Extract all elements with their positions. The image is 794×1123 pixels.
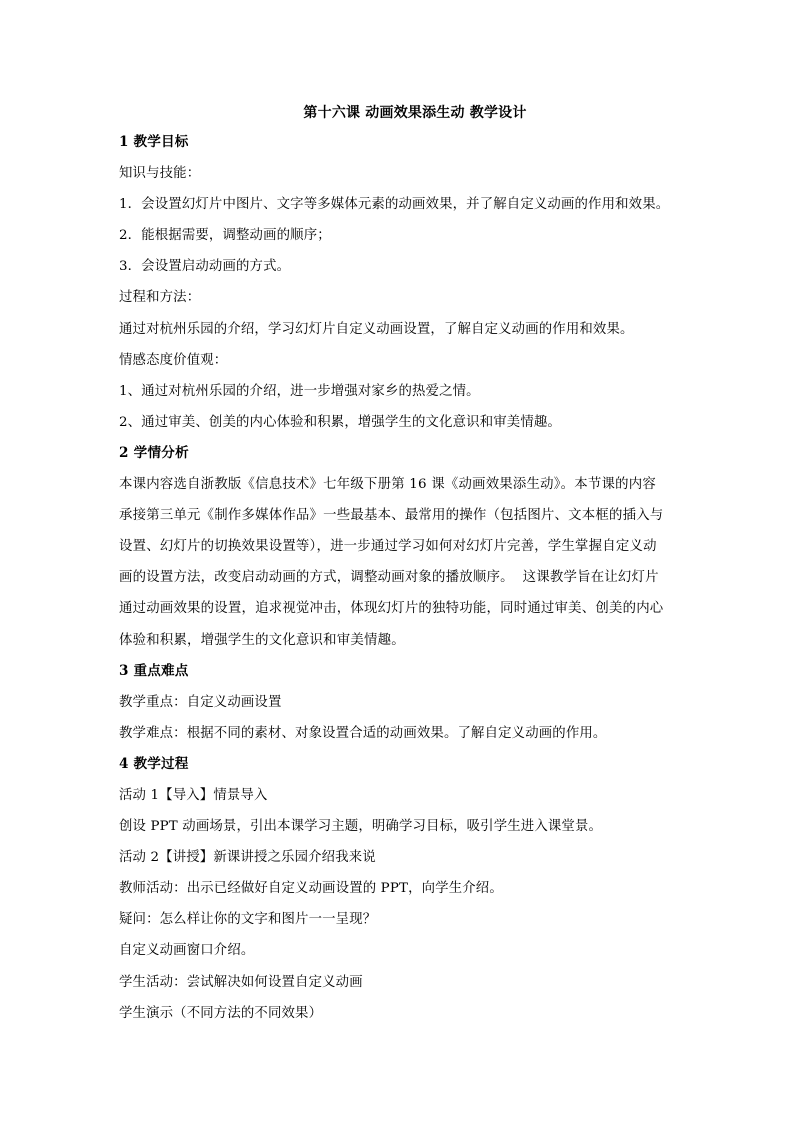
section-heading: 1 教学目标 bbox=[119, 134, 189, 150]
text-line: 学生活动：尝试解决如何设置自定义动画 bbox=[119, 974, 363, 990]
text-line: 疑问：怎么样让你的文字和图片一一呈现？ bbox=[119, 912, 377, 928]
section-teaching-process bbox=[119, 749, 699, 1029]
section-heading: 3 重点难点 bbox=[119, 662, 189, 679]
text-line: 通过动画效果的设置，追求视觉冲击，体现幻灯片的独特功能，同时通过审美、创美的内心 bbox=[119, 601, 664, 617]
text-line: 情感态度价值观： bbox=[119, 352, 228, 368]
section-heading: 2 学情分析 bbox=[119, 444, 189, 461]
text-line: 2、通过审美、创美的内心体验和积累，增强学生的文化意识和审美情趣。 bbox=[119, 414, 561, 430]
document-title: 第十六课 动画效果添生动 教学设计 bbox=[303, 105, 527, 121]
text-line: 本课内容选自浙教版《信息技术》七年级下册第 16 课《动画效果添生动》。本节课的内容 bbox=[119, 477, 656, 493]
section-objectives bbox=[119, 127, 699, 438]
text-line: 3．会设置启动动画的方式。 bbox=[119, 259, 291, 275]
text-line: 通过对杭州乐园的介绍，学习幻灯片自定义动画设置，了解自定义动画的作用和效果。 bbox=[119, 321, 634, 337]
text-line: 教学重点：自定义动画设置 bbox=[119, 694, 282, 710]
section-heading: 4 教学过程 bbox=[119, 755, 189, 772]
document-body bbox=[119, 101, 699, 1029]
text-line: 1、通过对杭州乐园的介绍，进一步增强对家乡的热爱之情。 bbox=[119, 383, 480, 399]
text-line: 画的设置方法，改变启动动画的方式，调整动画对象的播放顺序。 这课教学旨在让幻灯片 bbox=[119, 570, 659, 586]
text-line: 创设 PPT 动画场景，引出本课学习主题，明确学习目标，吸引学生进入课堂景。 bbox=[119, 819, 603, 835]
text-line: 知识与技能： bbox=[119, 166, 201, 182]
text-line: 活动 2【讲授】新课讲授之乐园介绍我来说 bbox=[119, 850, 376, 866]
text-line: 设置、幻灯片的切换效果设置等），进一步通过学习如何对幻灯片完善，学生掌握自定义动 bbox=[119, 539, 657, 555]
text-line: 1．会设置幻灯片中图片、文字等多媒体元素的动画效果，并了解自定义动画的作用和效果。 bbox=[119, 197, 670, 213]
text-line: 学生演示（不同方法的不同效果） bbox=[119, 1005, 323, 1021]
text-line: 体验和积累，增强学生的文化意识和审美情趣。 bbox=[119, 632, 405, 648]
text-line: 活动 1【导入】情景导入 bbox=[119, 787, 268, 803]
section-learner-analysis bbox=[119, 438, 699, 656]
text-line: 教师活动：出示已经做好自定义动画设置的 PPT，向学生介绍。 bbox=[119, 881, 503, 897]
text-line: 承接第三单元《制作多媒体作品》一些最基本、最常用的操作（包括图片、文本框的插入与 bbox=[119, 508, 664, 524]
text-line: 2．能根据需要，调整动画的顺序； bbox=[119, 228, 331, 244]
text-line: 教学难点：根据不同的素材、对象设置合适的动画效果。了解自定义动画的作用。 bbox=[119, 725, 607, 741]
section-key-points bbox=[119, 656, 699, 749]
text-line: 自定义动画窗口介绍。 bbox=[119, 943, 255, 959]
text-line: 过程和方法： bbox=[119, 290, 201, 306]
